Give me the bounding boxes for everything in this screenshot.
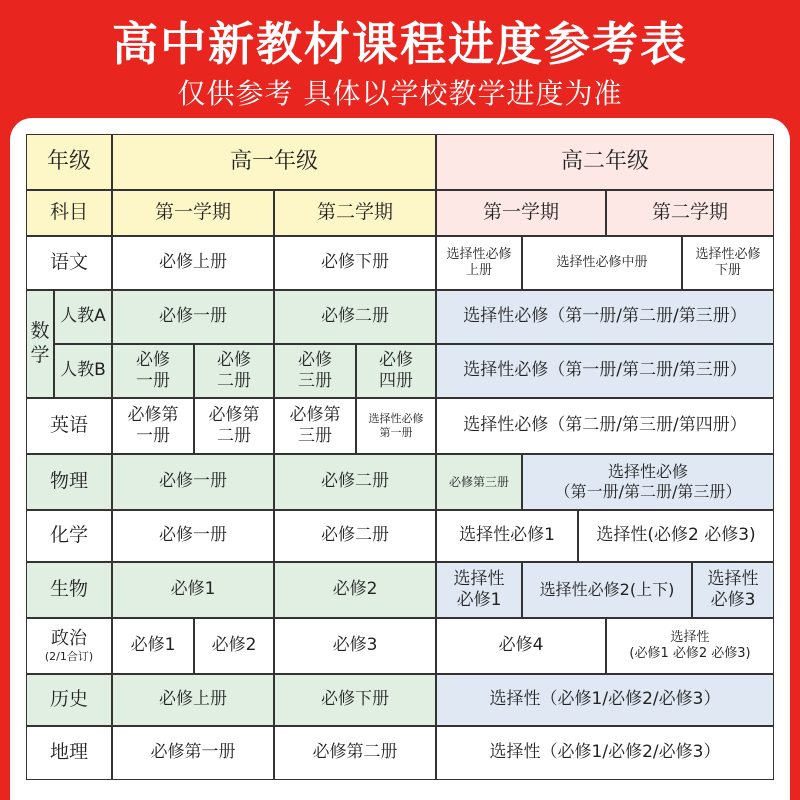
english-c2: 必修第 二册 [194, 398, 274, 454]
grade1-term2: 第二学期 [274, 190, 436, 236]
biology-g2-1: 选择性 必修1 [436, 562, 522, 618]
politics-g2t1: 必修4 [436, 618, 606, 674]
grade2-header: 高二年级 [436, 134, 774, 190]
biology-g1t1: 必修1 [112, 562, 274, 618]
subject-label: 科目 [26, 190, 112, 236]
grade-label: 年级 [26, 134, 112, 190]
english-c1: 必修第 一册 [112, 398, 194, 454]
subject-chinese: 语文 [26, 236, 112, 290]
biology-g1t2: 必修2 [274, 562, 436, 618]
math-a-g2: 选择性必修（第一册/第二册/第三册） [436, 290, 774, 344]
math-a-g1t2: 必修二册 [274, 290, 436, 344]
geography-g1t1: 必修第一册 [112, 726, 274, 780]
math-b-c1: 必修 一册 [112, 344, 194, 398]
math-b-c3: 必修 三册 [274, 344, 356, 398]
chinese-g2-2: 选择性必修中册 [522, 236, 682, 290]
grade2-term1: 第一学期 [436, 190, 606, 236]
grade1-term1: 第一学期 [112, 190, 274, 236]
politics-g1t2: 必修3 [274, 618, 436, 674]
page-subtitle: 仅供参考 具体以学校教学进度为准 [177, 77, 623, 110]
grade1-header: 高一年级 [112, 134, 436, 190]
chinese-g1t2: 必修下册 [274, 236, 436, 290]
subject-politics [26, 618, 112, 674]
biology-g2-2: 选择性必修2(上下) [522, 562, 692, 618]
subject-geography: 地理 [26, 726, 112, 780]
math-b-label: 人教B [54, 344, 112, 398]
math-b-g2: 选择性必修（第一册/第二册/第三册） [436, 344, 774, 398]
math-b-c4: 必修 四册 [356, 344, 436, 398]
grade2-term2: 第二学期 [606, 190, 774, 236]
english-c3: 必修第 三册 [274, 398, 356, 454]
politics-name: 政治 [51, 627, 87, 649]
geography-g1t2: 必修第二册 [274, 726, 436, 780]
math-b-c2: 必修 二册 [194, 344, 274, 398]
history-g1t1: 必修上册 [112, 674, 274, 726]
subject-math: 数 学 [26, 290, 54, 398]
geography-g2: 选择性（必修1/必修2/必修3） [436, 726, 774, 780]
chemistry-g2t1: 选择性必修1 [436, 510, 578, 562]
chinese-g2-3: 选择性必修 下册 [682, 236, 774, 290]
subject-history: 历史 [26, 674, 112, 726]
math-a-g1t1: 必修一册 [112, 290, 274, 344]
subject-chemistry: 化学 [26, 510, 112, 562]
politics-c1: 必修1 [112, 618, 194, 674]
history-g2: 选择性（必修1/必修2/必修3） [436, 674, 774, 726]
politics-c2: 必修2 [194, 618, 274, 674]
subject-biology: 生物 [26, 562, 112, 618]
chemistry-g1t2: 必修二册 [274, 510, 436, 562]
physics-g1t1: 必修一册 [112, 454, 274, 510]
subject-english: 英语 [26, 398, 112, 454]
english-g2: 选择性必修（第二册/第三册/第四册） [436, 398, 774, 454]
chinese-g2-1: 选择性必修 上册 [436, 236, 522, 290]
schedule-table [10, 118, 790, 800]
subject-physics: 物理 [26, 454, 112, 510]
page-title: 高中新教材课程进度参考表 [112, 17, 688, 71]
politics-g2t2: 选择性 (必修1 必修2 必修3) [606, 618, 774, 674]
chemistry-g1t1: 必修一册 [112, 510, 274, 562]
chinese-g1t1: 必修上册 [112, 236, 274, 290]
physics-g1t2: 必修二册 [274, 454, 436, 510]
history-g1t2: 必修下册 [274, 674, 436, 726]
chemistry-g2t2: 选择性(必修2 必修3) [578, 510, 774, 562]
english-c4: 选择性必修 第一册 [356, 398, 436, 454]
biology-g2-3: 选择性 必修3 [692, 562, 774, 618]
physics-g2-2: 选择性必修 （第一册/第二册/第三册） [522, 454, 774, 510]
math-a-label: 人教A [54, 290, 112, 344]
physics-g2-1: 必修第三册 [436, 454, 522, 510]
politics-note: (2/1合订) [44, 650, 94, 664]
